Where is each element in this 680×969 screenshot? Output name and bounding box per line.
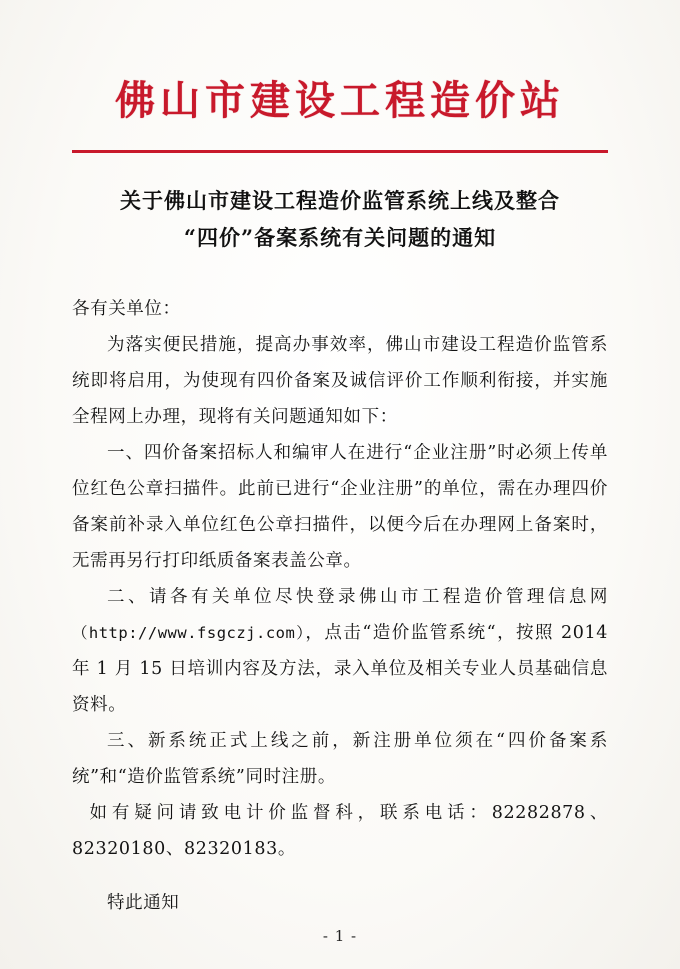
contact-line: 如有疑问请致电计价监督科，联系电话：82282878、82320180、82320183。 xyxy=(72,803,608,860)
document-body xyxy=(72,291,608,922)
document-title-line-1: 关于佛山市建设工程造价监管系统上线及整合 xyxy=(120,188,560,213)
letterhead xyxy=(72,0,608,153)
page-number: - 1 - xyxy=(322,927,358,945)
closing-line: 特此通知 xyxy=(107,893,180,914)
document-title-line-2: “四价”备案系统有关问题的通知 xyxy=(183,224,497,250)
paragraph-item-two-lead: 二、请各有关单位尽快登录佛山市工程造价管理信息网 xyxy=(107,586,608,607)
paragraph-item-one: 一、四价备案招标人和编审人在进行“企业注册”时必须上传单位红色公章扫描件。此前已进行“企业注册”的单位，需在办理四价备案前补录入单位红色公章扫描件，以便今后在办理网上备案时，无需再另行打印纸质备案表盖公章。 xyxy=(72,442,608,571)
document-title xyxy=(72,183,608,257)
paragraph-item-two xyxy=(72,579,608,723)
paragraph-item-three: 三、新系统正式上线之前，新注册单位须在“四价备案系统”和“造价监管系统”同时注册。 xyxy=(72,731,608,788)
paragraph-intro: 为落实便民措施，提高办事效率，佛山市建设工程造价监管系统即将启用，为使现有四价备案及诚信评价工作顺利衔接，并实施全程网上办理，现将有关问题通知如下： xyxy=(72,334,608,427)
information-network-url: （http://www.fsgczj.com） xyxy=(72,623,306,642)
paragraph-item-two-tail: ，点击“造价监管系统“，按照 2014 年 1 月 15 日培训内容及方法，录入单位及相关专业人员基础信息资料。 xyxy=(72,622,608,716)
letterhead-divider xyxy=(72,150,608,153)
salutation: 各有关单位： xyxy=(72,298,181,319)
letterhead-organization: 佛山市建设工程造价站 xyxy=(115,77,565,124)
